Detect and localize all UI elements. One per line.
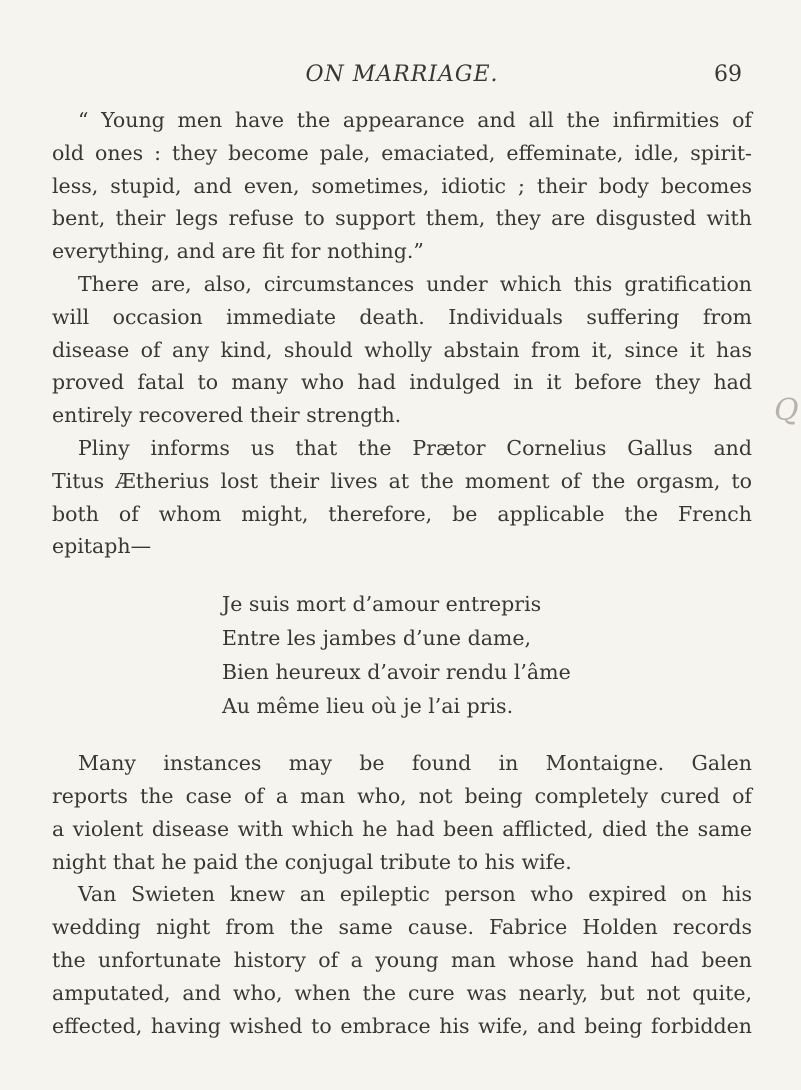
body-text [52,104,752,1042]
margin-annotation-mark: Q [774,393,799,428]
verse-line: Entre les jambes d’une dame, [222,626,532,651]
paragraph-montaigne [52,747,752,878]
text-line: amputated, and who, when the cure was nearly, but not quite, [52,980,752,1005]
text-line: Van Swieten knew an epileptic person who expired on his [78,882,752,907]
text-line: There are, also, circumstances under which this gratification [78,271,752,296]
text-line: both of whom might, therefore, be applicable the French [52,501,752,526]
text-line: Many instances may be found in Montaigne. Galen [78,751,752,776]
verse-line: Bien heureux d’avoir rendu l’âme [222,660,571,685]
text-line: proved fatal to many who had indulged in it before they had [52,370,752,395]
page-number: 69 [714,62,742,87]
verse-line: Je suis mort d’amour entrepris [222,592,542,617]
text-line: wedding night from the same cause. Fabrice Holden records [52,915,752,940]
text-line: everything, and are fit for nothing.” [52,239,424,264]
paragraph-circumstances [52,268,752,432]
running-head [52,62,752,92]
text-line: old ones : they become pale, emaciated, effeminate, idle, spirit- [52,140,752,165]
text-line: the unfortunate history of a young man whose hand had been [52,947,752,972]
text-line: epitaph— [52,534,152,559]
text-line: Titus Ætherius lost their lives at the moment of the orgasm, to [52,468,752,493]
paragraph-van-swieten [52,878,752,1042]
text-line: night that he paid the conjugal tribute to his wife. [52,849,572,874]
text-line: disease of any kind, should wholly abstain from it, since it has [52,337,752,362]
text-line: bent, their legs refuse to support them, they are disgusted with [52,206,752,231]
text-line: reports the case of a man who, not being completely cured of [52,783,752,808]
text-line: entirely recovered their strength. [52,403,402,428]
text-line: “ Young men have the appearance and all the infirmities of [78,108,752,132]
paragraph-pliny [52,432,752,563]
text-line: less, stupid, and even, sometimes, idiotic ; their body becomes [52,173,752,198]
text-line: effected, having wished to embrace his wife, and being forbidden [52,1013,752,1038]
running-title: ON MARRIAGE. [305,62,499,87]
text-line: a violent disease with which he had been afflicted, died the same [52,816,752,841]
paragraph-quote [52,104,752,268]
text-line: will occasion immediate death. Individuals suffering from [52,304,752,329]
french-epitaph-verse [52,587,752,723]
verse-line: Au même lieu où je l’ai pris. [222,694,514,719]
text-line: Pliny informs us that the Prætor Cornelius Gallus and [78,435,752,460]
